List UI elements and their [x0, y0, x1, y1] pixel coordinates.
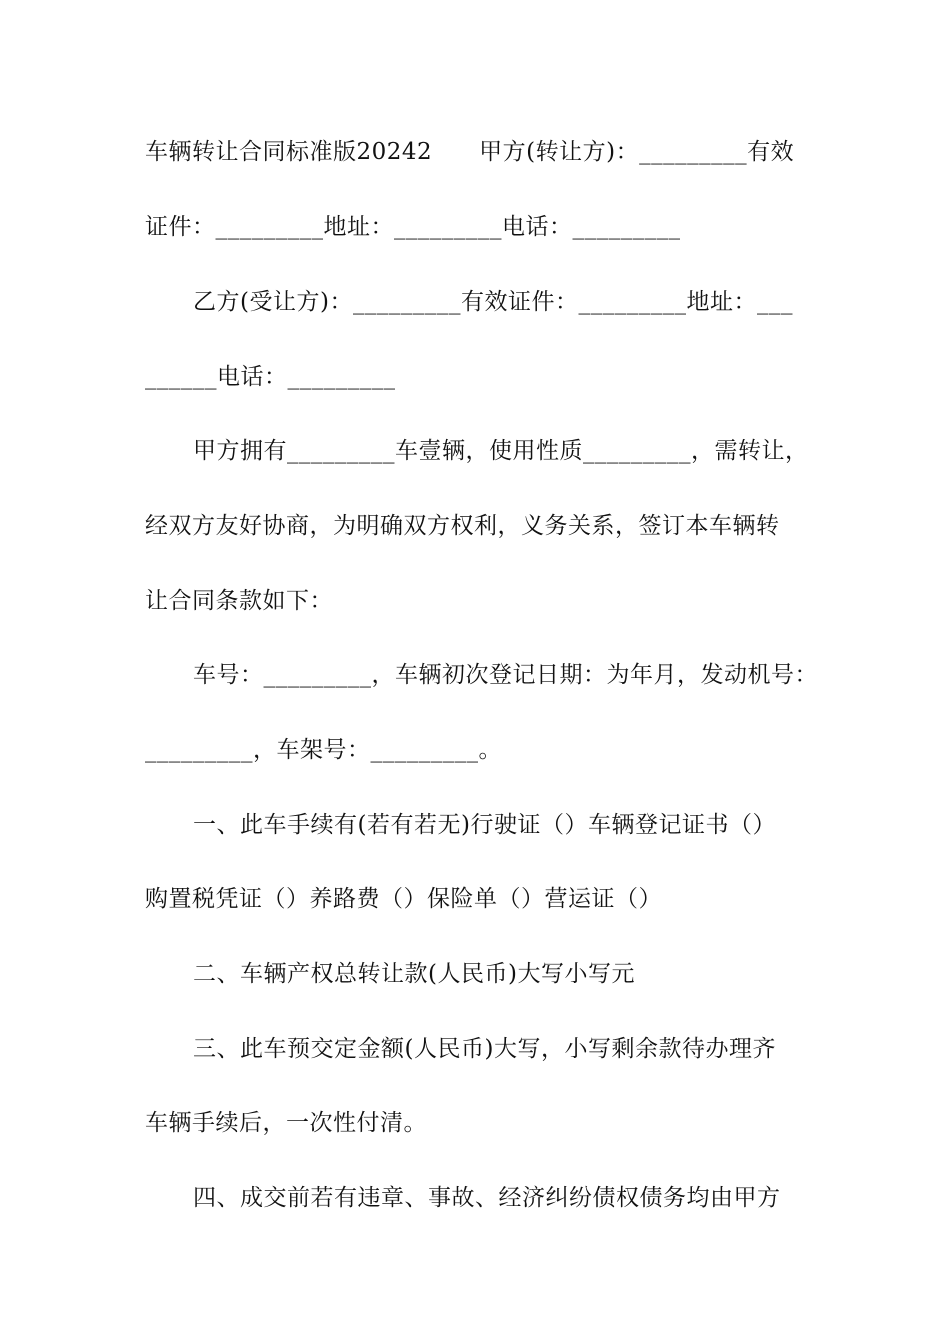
doc-line-title: 车辆转让合同标准版20242 甲方(转让方)：_________有效 [145, 139, 795, 165]
doc-line-clause-2: 二、车辆产权总转让款(人民币)大写小写元 [193, 961, 635, 987]
doc-line-vehicle-intro-3: 让合同条款如下： [145, 588, 333, 614]
doc-line-clause-3-cont: 车辆手续后，一次性付清。 [145, 1110, 427, 1136]
doc-line-party-a-details: 证件：_________地址：_________电话：_________ [145, 214, 681, 240]
doc-line-party-b-phone: ______电话：_________ [145, 364, 396, 390]
doc-line-clause-1: 一、此车手续有(若有若无)行驶证（）车辆登记证书（） [193, 812, 776, 838]
doc-line-vehicle-intro: 甲方拥有_________车壹辆，使用性质_________，需转让， [193, 438, 809, 464]
doc-line-vehicle-number: 车号：_________，车辆初次登记日期：为年月，发动机号： [193, 662, 818, 688]
doc-line-clause-1-cont: 购置税凭证（）养路费（）保险单（）营运证（） [145, 886, 662, 912]
doc-line-party-b: 乙方(受让方)：_________有效证件：_________地址：___ [193, 289, 793, 315]
doc-line-frame-number: _________，车架号：_________。 [145, 737, 502, 763]
doc-line-vehicle-intro-2: 经双方友好协商，为明确双方权利，义务关系，签订本车辆转 [145, 513, 780, 539]
doc-line-clause-3: 三、此车预交定金额(人民币)大写，小写剩余款待办理齐 [193, 1036, 776, 1062]
doc-line-clause-4: 四、成交前若有违章、事故、经济纠纷债权债务均由甲方 [193, 1185, 781, 1211]
